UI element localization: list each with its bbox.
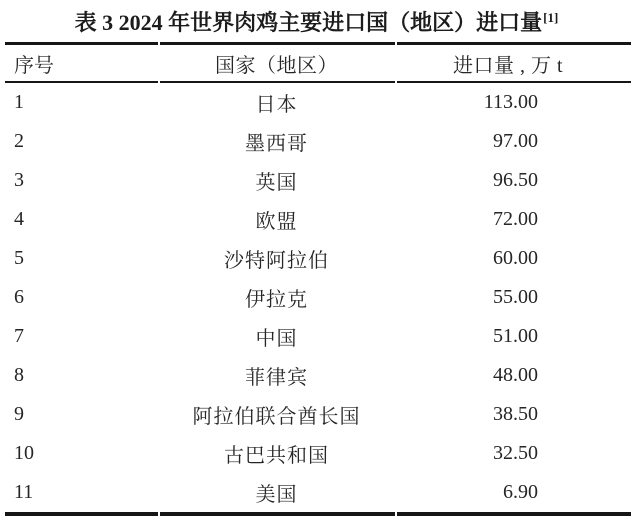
country-name: 菲律宾 — [245, 367, 308, 389]
row-number: 2 — [14, 130, 24, 152]
import-value: 55.00 — [493, 286, 538, 308]
row-number: 10 — [14, 442, 34, 464]
country-name: 欧盟 — [255, 211, 298, 233]
country-name: 英国 — [255, 172, 298, 194]
bottom-rule — [5, 512, 631, 516]
country-name: 美国 — [255, 484, 298, 506]
table-row — [5, 278, 631, 317]
rule-segment — [160, 81, 395, 83]
header-row — [5, 45, 631, 81]
row-number: 9 — [14, 403, 24, 425]
import-value: 51.00 — [493, 325, 538, 347]
table-row — [5, 239, 631, 278]
import-value: 113.00 — [483, 91, 538, 113]
rule-segment — [397, 81, 631, 83]
row-number: 6 — [14, 286, 24, 308]
table-row — [5, 395, 631, 434]
import-value: 97.00 — [493, 130, 538, 152]
row-number: 11 — [14, 481, 34, 503]
row-number: 4 — [14, 208, 24, 230]
row-number: 5 — [14, 247, 24, 269]
country-name: 阿拉伯联合酋长国 — [192, 406, 361, 428]
import-value: 38.50 — [493, 403, 538, 425]
rule-segment — [5, 42, 158, 45]
rule-segment — [397, 512, 631, 516]
table-row — [5, 356, 631, 395]
rule-segment — [5, 81, 158, 83]
table-row — [5, 83, 631, 122]
table-row — [5, 161, 631, 200]
row-number: 3 — [14, 169, 24, 191]
table-row — [5, 122, 631, 161]
rule-segment — [5, 512, 158, 516]
country-name: 日本 — [255, 94, 298, 116]
country-name: 沙特阿拉伯 — [224, 250, 329, 272]
country-name: 墨西哥 — [245, 133, 308, 155]
table-row — [5, 434, 631, 473]
table-row — [5, 317, 631, 356]
table-title — [0, 0, 633, 37]
top-rule — [5, 42, 631, 45]
column-header-value: 进口量 , 万 t — [452, 54, 564, 77]
rule-segment — [397, 42, 631, 45]
import-value: 60.00 — [493, 247, 538, 269]
rule-segment — [160, 512, 395, 516]
import-value: 48.00 — [493, 364, 538, 386]
rule-segment — [160, 42, 395, 45]
country-name: 中国 — [255, 328, 298, 350]
data-table — [5, 42, 631, 516]
table-title-text: 表 3 2024 年世界肉鸡主要进口国（地区）进口量 — [74, 10, 543, 35]
header-rule — [5, 81, 631, 83]
import-value: 32.50 — [493, 442, 538, 464]
citation-ref: [1] — [543, 9, 559, 25]
import-value: 96.50 — [493, 169, 538, 191]
country-name: 古巴共和国 — [224, 445, 329, 467]
column-header-no: 序号 — [14, 54, 54, 77]
table-row — [5, 200, 631, 239]
import-value: 6.90 — [503, 481, 538, 503]
table-row — [5, 473, 631, 512]
country-name: 伊拉克 — [245, 289, 308, 311]
row-number: 8 — [14, 364, 24, 386]
row-number: 1 — [14, 91, 24, 113]
row-number: 7 — [14, 325, 24, 347]
column-header-country: 国家（地区） — [215, 54, 338, 77]
import-value: 72.00 — [493, 208, 538, 230]
